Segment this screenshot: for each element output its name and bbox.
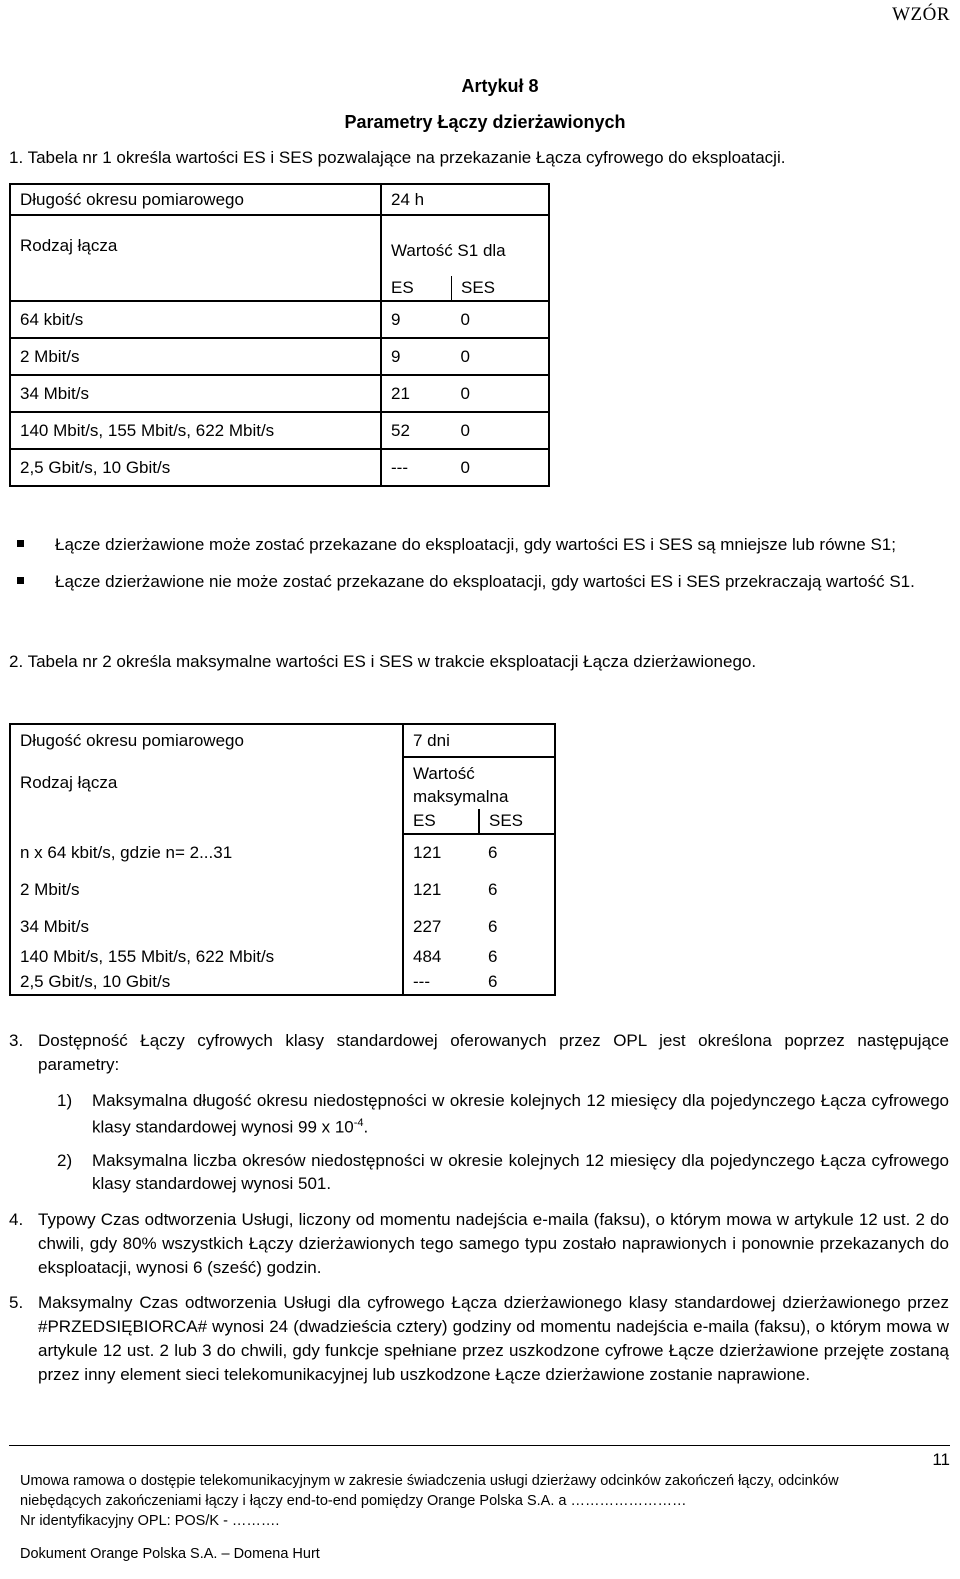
type-label: Rodzaj łącza <box>10 757 403 809</box>
table-row <box>10 871 555 908</box>
col-es: ES <box>403 809 479 834</box>
square-bullet-icon <box>17 540 24 547</box>
paragraph-1: 1. Tabela nr 1 określa wartości ES i SES pozwalające na przekazanie Łącza cyfrowego do eksploatacji. <box>9 148 786 167</box>
row-ses: 0 <box>452 375 550 412</box>
col-ses: SES <box>452 276 550 301</box>
section-3 <box>9 1029 949 1077</box>
period-value: 7 dni <box>403 724 555 757</box>
row-ses: 6 <box>479 945 555 969</box>
table-row <box>10 834 555 871</box>
row-ses: 6 <box>479 871 555 908</box>
row-type: 34 Mbit/s <box>10 375 381 412</box>
row-es: --- <box>403 969 479 995</box>
watermark: WZÓR <box>892 4 950 25</box>
table-row <box>10 412 549 449</box>
row-ses: 0 <box>452 412 550 449</box>
row-ses: 6 <box>479 834 555 871</box>
row-ses: 0 <box>452 338 550 375</box>
section-5 <box>9 1291 949 1387</box>
row-ses: 6 <box>479 969 555 995</box>
bullet-text: Łącze dzierżawione nie może zostać przekazane do eksploatacji, gdy wartości ES i SES przekraczają wartość S1. <box>55 572 915 591</box>
table-row <box>10 809 555 834</box>
row-type: n x 64 kbit/s, gdzie n= 2...31 <box>10 834 403 871</box>
table-es-ses-max <box>9 723 556 996</box>
table-row <box>10 215 549 276</box>
table-row <box>10 301 549 338</box>
list-item <box>17 570 950 593</box>
row-type: 2,5 Gbit/s, 10 Gbit/s <box>10 969 403 995</box>
page-number: 11 <box>932 1450 950 1469</box>
item-text: Maksymalna liczba okresów niedostępności w okresie kolejnych 12 miesięcy dla pojedynczego Łącza cyfrowego klasy standardowej wynosi 501. <box>92 1151 949 1193</box>
section-3-item-1 <box>57 1089 949 1139</box>
section-4 <box>9 1208 949 1280</box>
period-label: Długość okresu pomiarowego <box>10 724 403 757</box>
footer-line: Umowa ramowa o dostępie telekomunikacyjnym w zakresie świadczenia usługi dzierżawy odcinków zakończeń łączy, odcinków <box>20 1473 839 1489</box>
section-text: Dostępność Łączy cyfrowych klasy standardowej oferowanych przez OPL jest określona poprzez następujące parametry: <box>38 1031 949 1074</box>
row-es: 484 <box>403 945 479 969</box>
row-type: 140 Mbit/s, 155 Mbit/s, 622 Mbit/s <box>10 945 403 969</box>
article-title: Artykuł 8 <box>461 76 539 96</box>
col-es: ES <box>381 276 452 301</box>
square-bullet-icon <box>17 577 24 584</box>
table-row <box>10 908 555 945</box>
footer-document: Dokument Orange Polska S.A. – Domena Hurt <box>20 1546 320 1562</box>
period-label: Długość okresu pomiarowego <box>10 184 381 215</box>
row-es: 121 <box>403 834 479 871</box>
table-row <box>10 184 549 215</box>
value-label: Wartość S1 dla <box>381 215 549 276</box>
row-ses: 6 <box>479 908 555 945</box>
footer-divider <box>9 1445 950 1446</box>
type-label: Rodzaj łącza <box>10 215 381 276</box>
section-3-item-2 <box>57 1149 949 1195</box>
value-label: Wartość maksymalna <box>403 757 555 809</box>
row-type: 64 kbit/s <box>10 301 381 338</box>
article-subtitle: Parametry Łączy dzierżawionych <box>344 112 626 132</box>
item-number: 2) <box>57 1151 73 1170</box>
footer-line: niebędących zakończeniami łączy i łączy end-to-end pomiędzy Orange Polska S.A. a …………………… <box>20 1493 687 1509</box>
footer-line: Nr identyfikacyjny OPL: POS/K - ………. <box>20 1513 280 1529</box>
row-es: --- <box>381 449 452 486</box>
item-number: 1) <box>57 1091 73 1110</box>
row-ses: 0 <box>452 449 550 486</box>
table-row <box>10 338 549 375</box>
section-text: Maksymalny Czas odtworzenia Usługi dla cyfrowego Łącza dzierżawionego klasy standardowej dzierżawionego przez #PRZEDSIĘBIORCA# wynosi 24 (dwadzieścia cztery) godziny od momentu nadejścia e-maila (faksu), o którym mowa w artykule 12 ust. 2 lub 3 do chwili, gdy funkcje spełniane przez uszkodzone cyfrowe Łącze dzierżawione przejęte zostaną przez inny element sieci telekomunikacyjnej lub uszkodzone Łącze dzierżawione zostanie naprawione. <box>38 1293 949 1384</box>
col-ses: SES <box>479 809 555 834</box>
bullet-list <box>17 533 950 607</box>
row-ses: 0 <box>452 301 550 338</box>
section-number: 5. <box>9 1293 24 1312</box>
table-row <box>10 724 555 757</box>
row-es: 52 <box>381 412 452 449</box>
section-number: 3. <box>9 1031 24 1050</box>
table-row <box>10 969 555 995</box>
table-row <box>10 945 555 969</box>
footer-text <box>20 1471 950 1531</box>
row-es: 9 <box>381 301 452 338</box>
table-es-ses-s1 <box>9 183 550 487</box>
row-type: 34 Mbit/s <box>10 908 403 945</box>
list-item <box>17 533 950 556</box>
table-row <box>10 449 549 486</box>
paragraph-2: 2. Tabela nr 2 określa maksymalne wartości ES i SES w trakcie eksploatacji Łącza dzierżawionego. <box>9 652 757 671</box>
table-row <box>10 375 549 412</box>
bullet-text: Łącze dzierżawione może zostać przekazane do eksploatacji, gdy wartości ES i SES są mniejsze lub równe S1; <box>55 535 896 554</box>
row-type: 2 Mbit/s <box>10 871 403 908</box>
table-row <box>10 276 549 301</box>
row-es: 227 <box>403 908 479 945</box>
section-number: 4. <box>9 1210 24 1229</box>
row-type: 140 Mbit/s, 155 Mbit/s, 622 Mbit/s <box>10 412 381 449</box>
row-es: 21 <box>381 375 452 412</box>
row-es: 9 <box>381 338 452 375</box>
row-type: 2,5 Gbit/s, 10 Gbit/s <box>10 449 381 486</box>
row-es: 121 <box>403 871 479 908</box>
table-row <box>10 757 555 809</box>
section-text: Typowy Czas odtworzenia Usługi, liczony od momentu nadejścia e-maila (faksu), o którym mowa w artykule 12 ust. 2 do chwili, gdy 80% wszystkich Łączy dzierżawionych tego samego typu zostało naprawionych i ponownie przekazanych do eksploatacji, wynosi 6 (sześć) godzin. <box>38 1210 949 1277</box>
period-value: 24 h <box>381 184 549 215</box>
item-text: Maksymalna długość okresu niedostępności w okresie kolejnych 12 miesięcy dla pojedynczego Łącza cyfrowego klasy standardowej wynosi 99 x $10^{-4}$. <box>92 1091 949 1137</box>
row-type: 2 Mbit/s <box>10 338 381 375</box>
